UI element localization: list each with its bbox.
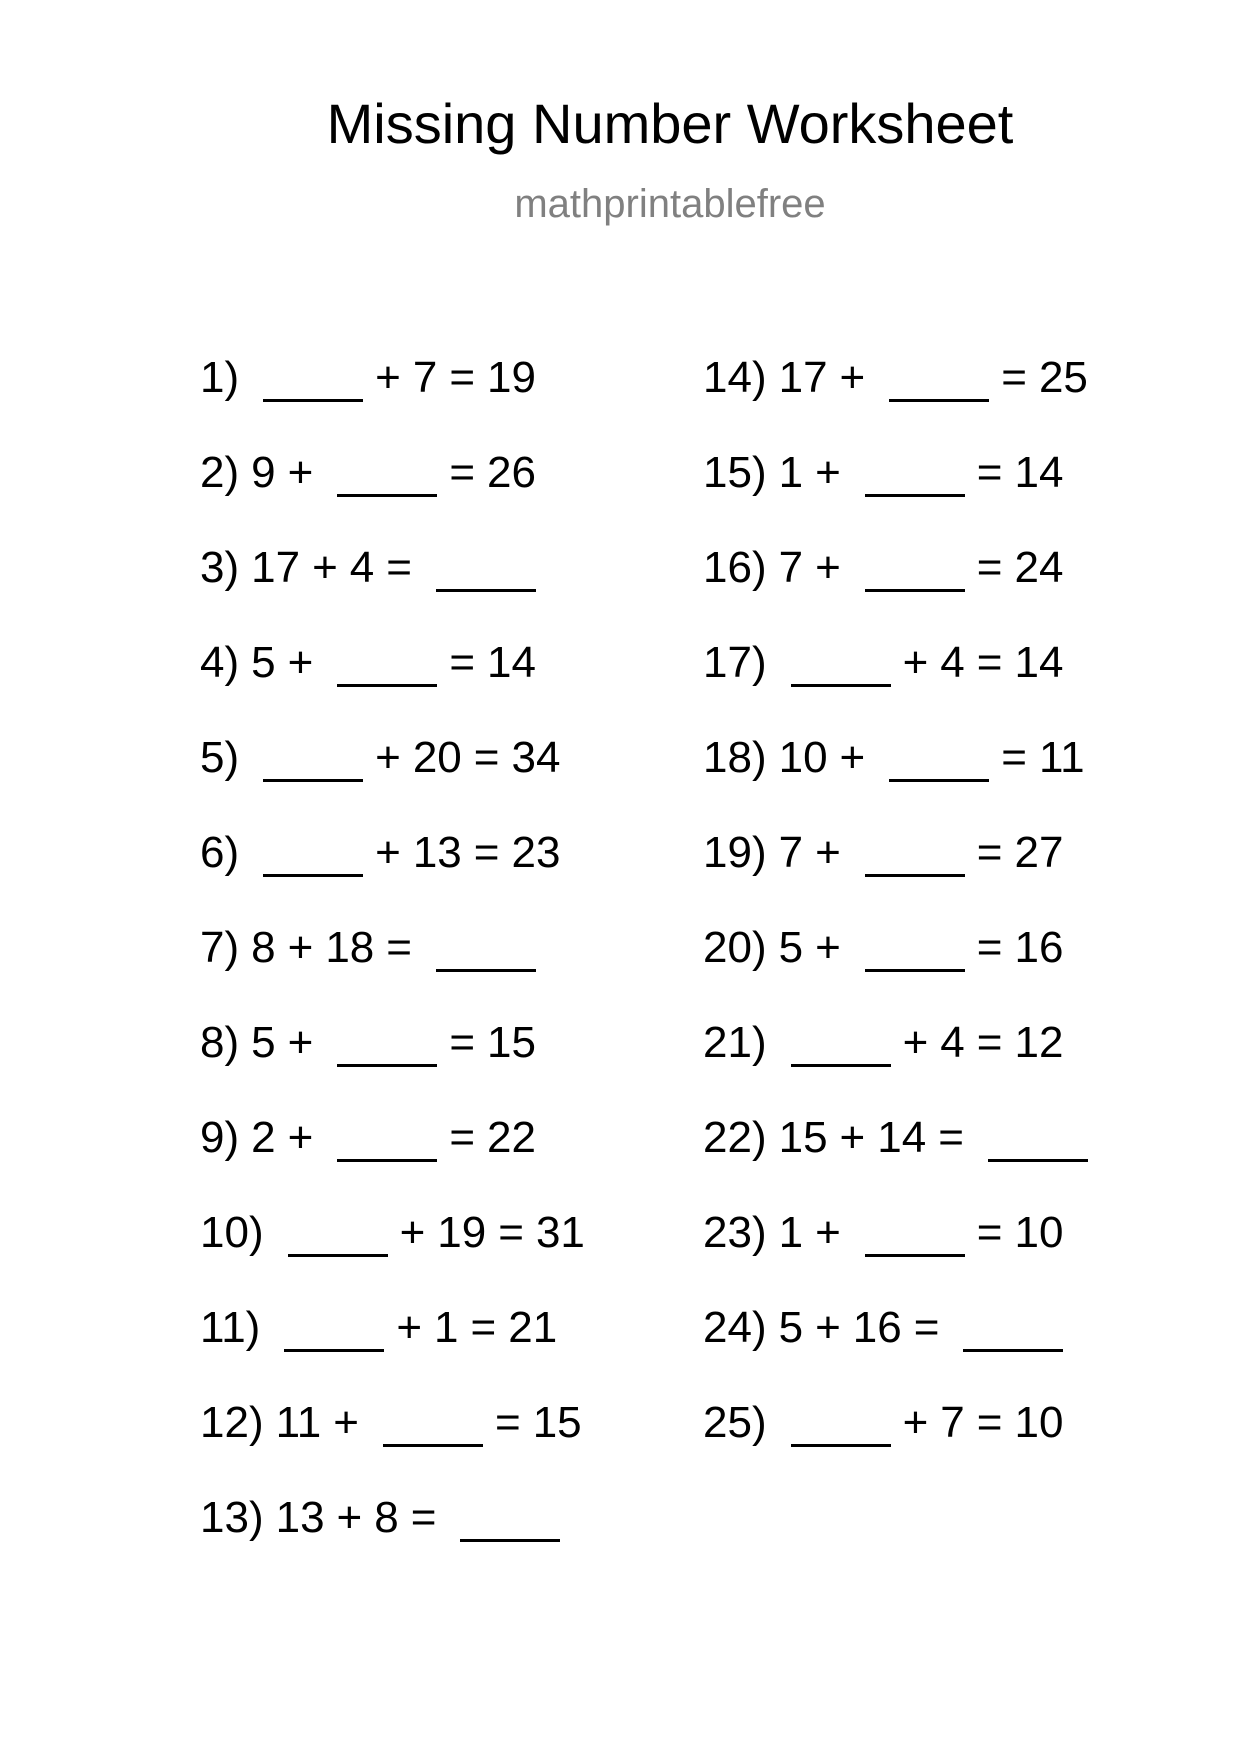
problem-row — [703, 915, 1100, 1010]
operand: 10 — [1014, 1208, 1064, 1257]
problem-number: 2) — [200, 448, 240, 497]
answer-blank[interactable] — [337, 1020, 437, 1067]
problem-number: 21) — [703, 1018, 767, 1067]
problem-number: 20) — [703, 923, 767, 972]
plus-sign: + — [375, 828, 401, 877]
problem-number: 12) — [200, 1398, 264, 1447]
problem-number: 16) — [703, 543, 767, 592]
problem-row — [200, 1105, 585, 1200]
operand: 15 — [487, 1018, 536, 1067]
operand: 14 — [487, 638, 536, 687]
operand: 1 — [778, 1208, 804, 1257]
operand: 14 — [1014, 448, 1064, 497]
problem-row — [200, 1010, 585, 1105]
problem-row — [200, 1200, 585, 1295]
operand: 20 — [412, 733, 462, 782]
plus-sign: + — [312, 543, 338, 592]
problem-row — [703, 1200, 1100, 1295]
problem-row — [200, 1390, 585, 1485]
problem-row — [703, 1390, 1100, 1485]
equals-sign: = — [913, 1303, 940, 1352]
answer-blank[interactable] — [889, 735, 989, 782]
answer-blank[interactable] — [865, 925, 965, 972]
answer-blank[interactable] — [284, 1305, 384, 1352]
equals-sign: = — [976, 1208, 1003, 1257]
problem-row — [703, 345, 1100, 440]
answer-blank[interactable] — [791, 1400, 891, 1447]
equals-sign: = — [449, 1113, 476, 1162]
operand: 11 — [1038, 733, 1085, 782]
plus-sign: + — [287, 448, 314, 497]
problem-number: 5) — [200, 733, 240, 782]
answer-blank[interactable] — [263, 735, 363, 782]
problem-number: 7) — [200, 923, 240, 972]
answer-blank[interactable] — [963, 1305, 1063, 1352]
equals-sign: = — [449, 1018, 476, 1067]
operand: 22 — [487, 1113, 536, 1162]
answer-blank[interactable] — [988, 1115, 1088, 1162]
problem-row — [703, 440, 1100, 535]
problem-number: 8) — [200, 1018, 240, 1067]
operand: 4 — [940, 1018, 965, 1067]
problem-number: 15) — [703, 448, 767, 497]
plus-sign: + — [287, 1018, 314, 1067]
operand: 8 — [374, 1493, 399, 1542]
equals-sign: = — [976, 448, 1003, 497]
operand: 5 — [251, 1018, 276, 1067]
equals-sign: = — [976, 828, 1003, 877]
problem-number: 18) — [703, 733, 767, 782]
problem-row — [200, 725, 585, 820]
operand: 13 — [275, 1493, 325, 1542]
equals-sign: = — [976, 543, 1003, 592]
operand: 24 — [1014, 543, 1064, 592]
plus-sign: + — [399, 1208, 426, 1257]
operand: 17 — [778, 353, 828, 402]
plus-sign: + — [839, 733, 866, 782]
problem-column-right — [703, 345, 1100, 1485]
answer-blank[interactable] — [791, 1020, 891, 1067]
operand: 4 — [940, 638, 965, 687]
equals-sign: = — [976, 1018, 1003, 1067]
operand: 10 — [1014, 1398, 1064, 1447]
plus-sign: + — [375, 353, 401, 402]
equals-sign: = — [498, 1208, 524, 1257]
answer-blank[interactable] — [263, 355, 363, 402]
plus-sign: + — [839, 353, 866, 402]
operand: 10 — [778, 733, 828, 782]
operand: 16 — [852, 1303, 902, 1352]
problem-number: 4) — [200, 638, 240, 687]
equals-sign: = — [1001, 733, 1027, 782]
problem-row — [200, 440, 585, 535]
operand: 7 — [778, 828, 804, 877]
plus-sign: + — [815, 543, 841, 592]
equals-sign: = — [494, 1398, 521, 1447]
operand: 7 — [940, 1398, 965, 1447]
answer-blank[interactable] — [288, 1210, 388, 1257]
plus-sign: + — [902, 1398, 929, 1447]
answer-blank[interactable] — [889, 355, 989, 402]
operand: 15 — [778, 1113, 828, 1162]
operand: 18 — [325, 923, 375, 972]
answer-blank[interactable] — [460, 1495, 560, 1542]
plus-sign: + — [336, 1493, 363, 1542]
equals-sign: = — [449, 448, 476, 497]
problem-number: 13) — [200, 1493, 264, 1542]
equals-sign: = — [386, 543, 412, 592]
plus-sign: + — [815, 1208, 841, 1257]
operand: 7 — [412, 353, 438, 402]
problem-column-left — [200, 345, 585, 1580]
plus-sign: + — [839, 1113, 866, 1162]
problem-number: 17) — [703, 638, 767, 687]
worksheet-subtitle: mathprintablefree — [514, 182, 826, 226]
equals-sign: = — [976, 1398, 1003, 1447]
equals-sign: = — [976, 638, 1003, 687]
plus-sign: + — [815, 923, 841, 972]
problem-number: 19) — [703, 828, 767, 877]
problem-row — [200, 630, 585, 725]
operand: 23 — [511, 828, 561, 877]
problem-row — [200, 1485, 585, 1580]
problem-number: 14) — [703, 353, 767, 402]
problem-row — [200, 535, 585, 630]
problem-row — [200, 345, 585, 440]
operand: 17 — [251, 543, 301, 592]
plus-sign: + — [815, 828, 841, 877]
plus-sign: + — [815, 1303, 841, 1352]
equals-sign: = — [449, 353, 476, 402]
operand: 13 — [412, 828, 462, 877]
operand: 15 — [532, 1398, 582, 1447]
answer-blank[interactable] — [436, 545, 536, 592]
plus-sign: + — [902, 1018, 929, 1067]
problem-number: 1) — [200, 353, 240, 402]
worksheet-title: Missing Number Worksheet — [326, 92, 1014, 155]
plus-sign: + — [815, 448, 841, 497]
equals-sign: = — [473, 733, 500, 782]
operand: 12 — [1014, 1018, 1064, 1067]
problem-number: 22) — [703, 1113, 767, 1162]
operand: 19 — [437, 1208, 487, 1257]
operand: 21 — [508, 1303, 558, 1352]
operand: 34 — [511, 733, 561, 782]
plus-sign: + — [333, 1398, 359, 1447]
plus-sign: + — [287, 1113, 314, 1162]
problem-number: 3) — [200, 543, 240, 592]
operand: 1 — [434, 1303, 459, 1352]
operand: 14 — [877, 1113, 927, 1162]
equals-sign: = — [473, 828, 500, 877]
problem-row — [200, 820, 585, 915]
operand: 25 — [1038, 353, 1088, 402]
operand: 5 — [778, 1303, 804, 1352]
operand: 7 — [778, 543, 804, 592]
answer-blank[interactable] — [791, 640, 891, 687]
problem-number: 6) — [200, 828, 240, 877]
answer-blank[interactable] — [865, 830, 965, 877]
operand: 19 — [487, 353, 536, 402]
equals-sign: = — [1001, 353, 1027, 402]
operand: 11 — [275, 1398, 322, 1447]
equals-sign: = — [938, 1113, 964, 1162]
operand: 16 — [1014, 923, 1064, 972]
problem-row — [703, 535, 1100, 630]
answer-blank[interactable] — [436, 925, 536, 972]
operand: 8 — [251, 923, 276, 972]
answer-blank[interactable] — [337, 1115, 437, 1162]
answer-blank[interactable] — [337, 450, 437, 497]
problem-row — [703, 820, 1100, 915]
problem-number: 25) — [703, 1398, 767, 1447]
answer-blank[interactable] — [865, 1210, 965, 1257]
equals-sign: = — [410, 1493, 437, 1542]
problem-row — [703, 1010, 1100, 1105]
operand: 14 — [1014, 638, 1064, 687]
operand: 9 — [251, 448, 276, 497]
plus-sign: + — [375, 733, 401, 782]
answer-blank[interactable] — [383, 1400, 483, 1447]
operand: 26 — [487, 448, 536, 497]
operand: 5 — [778, 923, 804, 972]
answer-blank[interactable] — [865, 545, 965, 592]
answer-blank[interactable] — [865, 450, 965, 497]
problem-number: 10) — [200, 1208, 264, 1257]
equals-sign: = — [449, 638, 476, 687]
equals-sign: = — [470, 1303, 497, 1352]
operand: 1 — [778, 448, 804, 497]
operand: 2 — [251, 1113, 276, 1162]
problem-row — [703, 1105, 1100, 1200]
problem-number: 9) — [200, 1113, 240, 1162]
answer-blank[interactable] — [337, 640, 437, 687]
problem-row — [703, 1295, 1100, 1390]
operand: 4 — [349, 543, 375, 592]
problem-row — [200, 1295, 585, 1390]
plus-sign: + — [396, 1303, 423, 1352]
problem-number: 11) — [200, 1303, 261, 1352]
problem-row — [703, 630, 1100, 725]
equals-sign: = — [976, 923, 1003, 972]
problem-row — [200, 915, 585, 1010]
plus-sign: + — [287, 923, 314, 972]
problem-number: 24) — [703, 1303, 767, 1352]
plus-sign: + — [902, 638, 929, 687]
operand: 5 — [251, 638, 276, 687]
problem-number: 23) — [703, 1208, 767, 1257]
operand: 31 — [535, 1208, 585, 1257]
answer-blank[interactable] — [263, 830, 363, 877]
problem-row — [703, 725, 1100, 820]
operand: 27 — [1014, 828, 1064, 877]
plus-sign: + — [287, 638, 314, 687]
equals-sign: = — [386, 923, 412, 972]
